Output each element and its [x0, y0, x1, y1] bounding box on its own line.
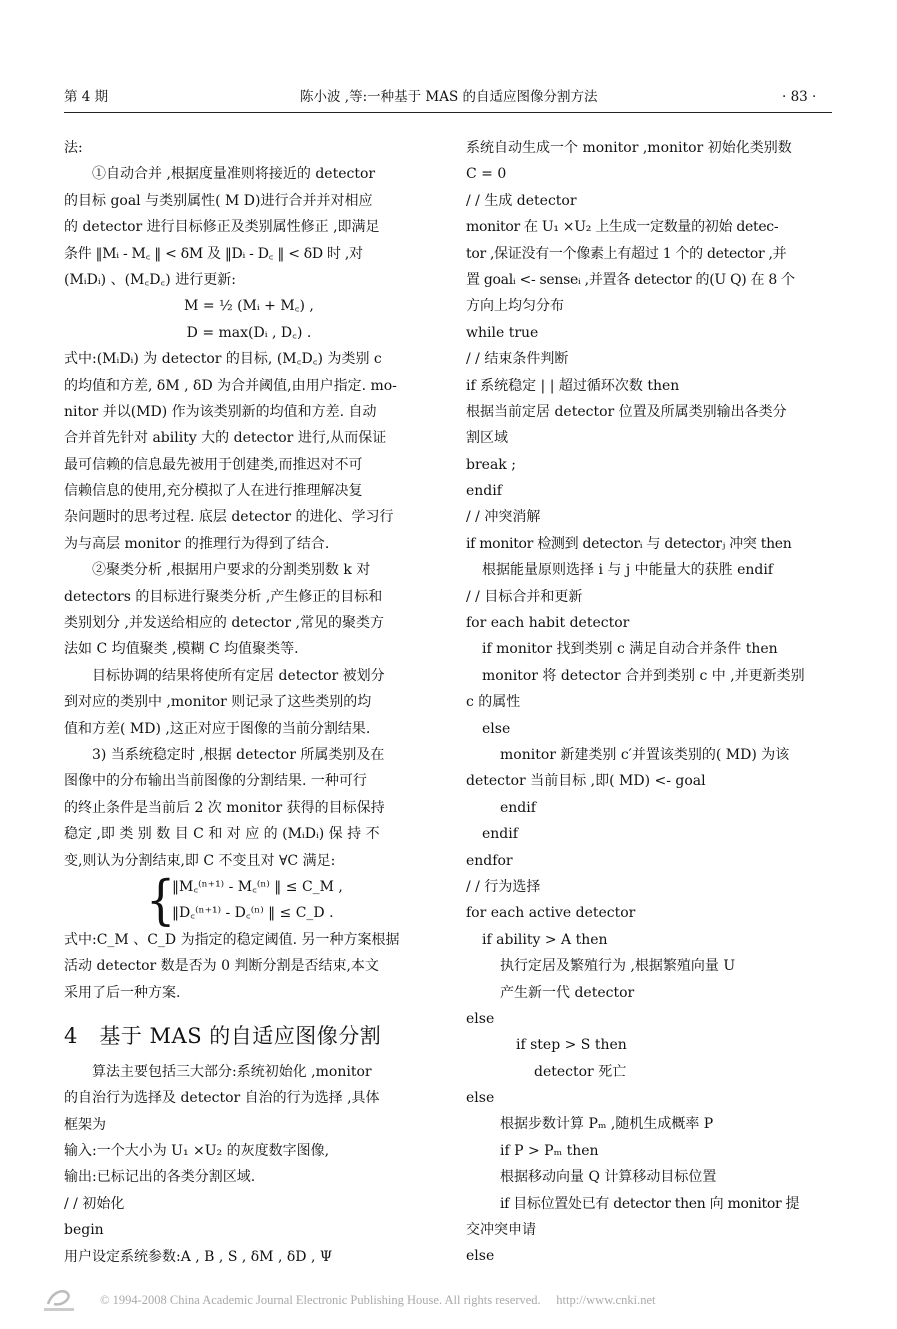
code-line: if ability > A then: [482, 931, 608, 948]
text-line: 最可信赖的信息最先被用于创建类,而推迟对不可: [64, 456, 363, 473]
text-line: 输入:一个大小为 U₁ ×U₂ 的灰度数字图像,: [64, 1143, 330, 1160]
stability-condition: [64, 868, 434, 931]
text-line: 的均值和方差, δM , δD 为合并阈值,由用户指定. mo-: [64, 377, 397, 394]
code-line: monitor 新建类别 c′并置该类别的( MD) 为该: [500, 746, 790, 763]
code-line: 根据步数计算 Pₘ ,随机生成概率 P: [500, 1116, 714, 1133]
text-line: 值和方差( MD) ,这正对应于图像的当前分割结果.: [64, 720, 371, 737]
code-line: if P > Pₘ then: [500, 1142, 599, 1159]
code-line: 执行定居及繁殖行为 ,根据繁殖向量 U: [500, 958, 736, 975]
code-comment: / / 行为选择: [466, 878, 541, 895]
code-line: endif: [482, 826, 518, 843]
code-line: tor ,保证没有一个像素上有超过 1 个的 detector ,并: [466, 245, 787, 262]
code-line: 交冲突申请: [466, 1222, 536, 1239]
text-line: 输出:已标记出的各类分割区域.: [64, 1169, 256, 1186]
code-comment: / / 冲突消解: [466, 509, 541, 526]
code-line: monitor 在 U₁ ×U₂ 上生成一定数量的初始 detec-: [466, 219, 779, 236]
text-line: 采用了后一种方案.: [64, 984, 181, 1001]
section-heading: 4 基于 MAS 的自适应图像分割: [64, 1023, 382, 1048]
code-line: monitor 将 detector 合并到类别 c 中 ,并更新类别: [482, 667, 805, 684]
code-line: endif: [500, 799, 536, 816]
text-line: 的自治行为选择及 detector 自治的行为选择 ,具体: [64, 1090, 380, 1107]
text-line: 杂问题时的思考过程. 底层 detector 的进化、学习行: [64, 509, 394, 526]
text-line: nitor 并以(MD) 作为该类别新的均值和方差. 自动: [64, 403, 377, 420]
text-line: (MᵢDᵢ) 、(M꜀D꜀) 进行更新:: [64, 271, 236, 288]
code-line: 割区域: [466, 430, 508, 447]
code-line: while true: [466, 324, 539, 341]
code-line: break ;: [466, 456, 516, 473]
code-line: 产生新一代 detector: [500, 984, 635, 1001]
copyright-footer: © 1994-2008 China Academic Journal Electronic Publishing House. All rights reserved. http://www.cnki.net: [100, 1293, 656, 1307]
formula-variance-stable: ‖D꜀⁽ⁿ⁺¹⁾ - D꜀⁽ⁿ⁾ ‖ ≤ C_D .: [172, 905, 334, 922]
text-line: 法:: [64, 140, 83, 156]
code-comment: / / 初始化: [64, 1195, 125, 1212]
code-line: else: [482, 720, 511, 737]
code-line: 根据移动向量 Q 计算移动目标位置: [500, 1169, 717, 1186]
code-line: detector 当前目标 ,即( MD) <- goal: [466, 773, 706, 790]
text-line: 条件 ‖Mᵢ - M꜀ ‖ < δM 及 ‖Dᵢ - D꜀ ‖ < δD 时 ,对: [64, 245, 363, 262]
text-line: 3) 当系统稳定时 ,根据 detector 所属类别及在: [64, 746, 385, 763]
code-line: if 系统稳定 | | 超过循环次数 then: [466, 377, 680, 394]
text-line: 信赖信息的使用,充分模拟了人在进行推理解决复: [64, 483, 363, 500]
text-line: 活动 detector 数是否为 0 判断分割是否结束,本文: [64, 958, 379, 975]
left-brace: {: [146, 868, 176, 931]
right-column: [466, 135, 836, 1270]
text-line: 式中:C_M 、C_D 为指定的稳定阈值. 另一种方案根据: [64, 931, 400, 948]
text-line: 变,则认为分割结束,即 C 不变且对 ∀C 满足:: [64, 852, 336, 869]
running-title: 陈小波 ,等:一种基于 MAS 的自适应图像分割方法: [300, 89, 598, 105]
text-line: 式中:(MᵢDᵢ) 为 detector 的目标, (M꜀D꜀) 为类别 c: [64, 351, 382, 368]
code-line: if 目标位置处已有 detector then 向 monitor 提: [500, 1195, 800, 1212]
text-line: 法如 C 均值聚类 ,模糊 C 均值聚类等.: [64, 641, 299, 658]
text-line: 目标协调的结果将使所有定居 detector 被划分: [64, 667, 385, 684]
code-comment: / / 生成 detector: [466, 192, 577, 209]
code-line: 方向上均匀分布: [466, 298, 564, 315]
text-line: 稳定 ,即 类 别 数 目 C 和 对 应 的 (MᵢDᵢ) 保 持 不: [64, 826, 380, 843]
code-line: endfor: [466, 852, 513, 869]
code-line: 根据当前定居 detector 位置及所属类别输出各类分: [466, 403, 787, 420]
text-line: detectors 的目标进行聚类分析 ,产生修正的目标和: [64, 588, 383, 605]
code-line: else: [466, 1248, 495, 1265]
spacer: [64, 1006, 434, 1019]
code-comment: / / 结束条件判断: [466, 351, 569, 368]
code-line: if step > S then: [516, 1037, 627, 1054]
text-line: 的 detector 进行目标修正及类别属性修正 ,即满足: [64, 219, 380, 236]
code-line: c 的属性: [466, 694, 521, 711]
formula-mean: M = ½ (Mᵢ + M꜀) ,: [184, 298, 314, 315]
left-column: [64, 135, 434, 1270]
code-line: for each active detector: [466, 905, 636, 922]
code-line: if monitor 找到类别 c 满足自动合并条件 then: [482, 641, 778, 658]
code-line: begin: [64, 1222, 104, 1239]
journal-issue: 第 4 期: [64, 89, 109, 105]
code-line: for each habit detector: [466, 615, 630, 632]
formula-mean-stable: ‖M꜀⁽ⁿ⁺¹⁾ - M꜀⁽ⁿ⁾ ‖ ≤ C_M ,: [172, 878, 343, 895]
text-line: ②聚类分析 ,根据用户要求的分割类别数 k 对: [64, 562, 371, 579]
code-line: detector 死亡: [534, 1063, 627, 1080]
text-line: 图像中的分布输出当前图像的分割结果. 一种可行: [64, 773, 367, 790]
code-line: endif: [466, 483, 502, 500]
page-number: · 83 ·: [782, 89, 817, 105]
text-line: 到对应的类别中 ,monitor 则记录了这些类别的均: [64, 694, 372, 711]
text-line: 的终止条件是当前后 2 次 monitor 获得的目标保持: [64, 799, 385, 816]
header-rule: [64, 112, 832, 113]
text-line: 算法主要包括三大部分:系统初始化 ,monitor: [64, 1063, 372, 1080]
text-line: 的目标 goal 与类别属性( M D)进行合并并对相应: [64, 192, 373, 209]
cnki-logo-icon: [38, 1282, 86, 1314]
code-line: 系统自动生成一个 monitor ,monitor 初始化类别数: [466, 140, 792, 156]
code-line: else: [466, 1090, 495, 1107]
code-line: 置 goalᵢ <- senseᵢ ,并置各 detector 的(U Q) 在 8 个: [466, 271, 795, 288]
code-line: 用户设定系统参数:A , B , S , δM , δD , Ψ: [64, 1248, 333, 1265]
code-line: if monitor 检测到 detectorᵢ 与 detectorⱼ 冲突 then: [466, 535, 792, 552]
code-line: C = 0: [466, 166, 507, 183]
text-line: ①自动合并 ,根据度量准则将接近的 detector: [64, 166, 376, 183]
text-line: 为与高层 monitor 的推理行为得到了结合.: [64, 535, 330, 552]
text-line: 类别划分 ,并发送给相应的 detector ,常见的聚类方: [64, 615, 384, 632]
code-comment: / / 目标合并和更新: [466, 588, 583, 605]
formula-variance: D = max(Dᵢ , D꜀) .: [186, 324, 312, 341]
text-line: 合并首先针对 ability 大的 detector 进行,从而保证: [64, 430, 387, 447]
text-line: 框架为: [64, 1116, 106, 1133]
code-line: 根据能量原则选择 i 与 j 中能量大的获胜 endif: [482, 562, 773, 579]
code-line: else: [466, 1010, 495, 1027]
